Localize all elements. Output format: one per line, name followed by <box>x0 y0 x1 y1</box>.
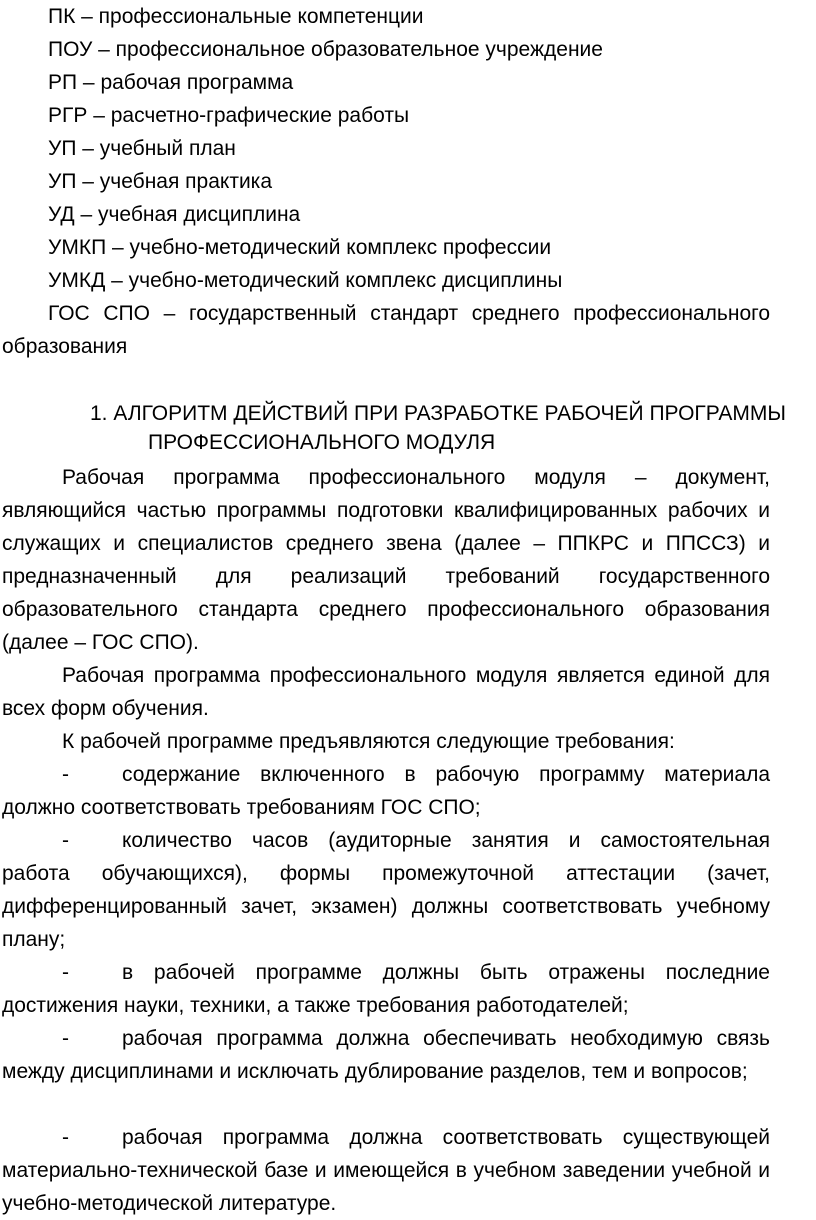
section-heading-line1: 1. АЛГОРИТМ ДЕЙСТВИЙ ПРИ РАЗРАБОТКЕ РАБОЧЕЙ ПРОГРАММЫ <box>90 402 786 425</box>
bullet-dash: - <box>62 1027 69 1050</box>
abbr-item-rgr: РГР – расчетно-графические работы <box>48 104 410 127</box>
bullet-dash: - <box>62 1126 69 1149</box>
paragraph-definition: Рабочая программа профессионального модуля – документ, являющийся частью программы подготовки квалифицированных рабочих и служащих и специалистов среднего звена (далее – ППКРС и ППССЗ) и предназначенный для реализаций требований государственного образовательного стандарта среднего профессионального образования (далее – ГОС СПО). <box>2 466 770 654</box>
bullet-dash: - <box>62 763 69 786</box>
requirement-item <box>2 956 770 1022</box>
bullet-dash: - <box>62 961 69 984</box>
abbr-item-gos-spo: ГОС СПО – государственный стандарт среднего профессионального образования <box>2 302 770 358</box>
requirement-item <box>2 758 770 824</box>
abbr-item-up-practice: УП – учебная практика <box>48 170 273 193</box>
abbr-item-rp: РП – рабочая программа <box>48 71 294 94</box>
requirement-item <box>2 1022 770 1088</box>
abbr-item-umkp: УМКП – учебно-методический комплекс профессии <box>48 236 552 259</box>
abbr-item-pk: ПК – профессиональные компетенции <box>48 5 424 28</box>
paragraph-single-form: Рабочая программа профессионального модуля является единой для всех форм обучения. <box>2 664 770 720</box>
abbr-item-ud: УД – учебная дисциплина <box>48 203 301 226</box>
requirement-text: рабочая программа должна обеспечивать необходимую связь между дисциплинами и исключать дублирование разделов, тем и вопросов; <box>2 1027 770 1083</box>
abbr-item-up-plan: УП – учебный план <box>48 137 236 160</box>
bullet-dash: - <box>62 829 69 852</box>
paragraph-requirements-intro: К рабочей программе предъявляются следующие требования: <box>62 730 675 753</box>
section-heading-line2: ПРОФЕССИОНАЛЬНОГО МОДУЛЯ <box>148 431 496 454</box>
abbr-item-umkd: УМКД – учебно-методический комплекс дисциплины <box>48 269 563 292</box>
abbr-item-pou: ПОУ – профессиональное образовательное учреждение <box>48 38 603 61</box>
requirement-item <box>2 824 770 956</box>
section-heading <box>90 399 790 457</box>
requirement-text: содержание включенного в рабочую программу материала должно соответствовать требованиям ГОС СПО; <box>2 763 770 819</box>
requirement-text: количество часов (аудиторные занятия и самостоятельная работа обучающихся), формы промежуточной аттестации (зачет, дифференцированный зачет, экзамен) должны соответствовать учебному плану; <box>2 829 770 951</box>
requirement-text: в рабочей программе должны быть отражены последние достижения науки, техники, а также требования работодателей; <box>2 961 770 1017</box>
requirement-text: рабочая программа должна соответствовать существующей материально-технической базе и имеющейся в учебном заведении учебной и учебно-методической литературе. <box>2 1126 770 1215</box>
requirement-item <box>2 1121 770 1220</box>
